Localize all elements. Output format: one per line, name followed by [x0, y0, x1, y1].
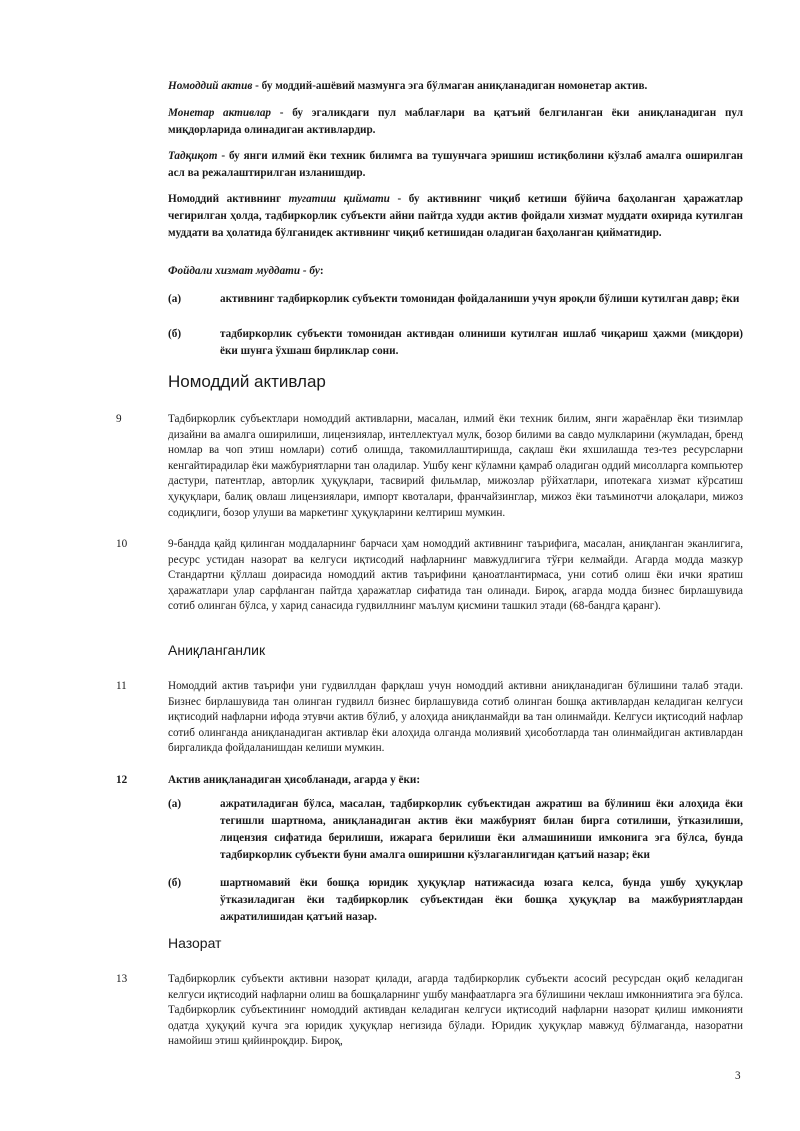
- paragraph-number-13: 13: [116, 973, 128, 985]
- paragraph-number-12: 12: [116, 774, 128, 786]
- paragraph-9: Тадбиркорлик субъектлари номоддий активларни, масалан, илмий ёки техник билим, янги жараёнлар ёки тизимлар дизайни ва амалга оширилиши, лицензиялар, интеллектуал мулк, бозор билими ва савдо мулкларини (жумладан, бренд номлар ва чоп этиш номлари) сотиб олишда, такомиллаштиришда, сақлаш ёки яхшилашда тез-тез ресурсларни кенгайтирадилар ёки мажбуриятларни тан оладилар. Ушбу кенг кўламни қамраб оладиган оддий мисолларга компьютер дастури, патентлар, авторлик ҳуқуқлари, тасвирий фильмлар, мижозлар рўйхатлари, ипотекага хизмат кўрсатиш ҳуқуқлари, балиқ овлаш лицензиялари, импорт квоталари, франчайзинглар, мижоз ёки таъминотчи алоқалари, мижоз содиқлиги, бозор улуши ва маркетинг ҳуқуқларини келтириш мумкин.: [168, 413, 743, 519]
- definition-monetary-assets: Монетар активлар - бу эгаликдаги пул маблағлари ва қатъий белгиланган ёки аниқланадиган пул миқдорларида олинадиган активлардир.: [168, 107, 743, 136]
- paragraph-10: 9-бандда қайд қилинган моддаларнинг барчаси ҳам номоддий активнинг таърифига, масалан, аниқланган эканлигига, ресурс устидан назорат ва келгуси иқтисодий нафларнинг мавжудлигига тўғри келмайди. Агарда модда мазкур Стандартни қўллаш доирасида номоддий актив таърифини қаноатлантирмаса, уни сотиб олиш ёки ички яратиш ҳаражатлари улар сарфланган пайтда ҳаражатлар сифатида тан олинади. Бироқ, агарда модда бизнес бирлашувида сотиб олинган бўлса, у харид санасида гудвиллнинг маълум қисмини ташкил этади (68-бандга қаранг).: [168, 538, 743, 613]
- term-monetary-assets: Монетар активлар: [168, 107, 272, 119]
- definition-useful-life: Фойдали хизмат муддати - бу:: [168, 265, 324, 277]
- paragraph-number-11: 11: [116, 680, 127, 692]
- section-heading-identifiability: Аниқланганлик: [168, 642, 266, 658]
- definition-research: Тадқиқот - бу янги илмий ёки техник билимга ва тушунчага эришиш истиқболини кўзлаб амалга оширилган асл ва режалаштирилган изланишдир.: [168, 150, 743, 179]
- definition-residual-value: Номоддий активнинг тугатиш қиймати - бу активнинг чиқиб кетиши бўйича баҳоланган ҳаражатлар чегирилган ҳолда, тадбиркорлик субъекти айни пайтда худди актив фойдали хизмат муддати охирида кутилган муддати ва ҳолатида бўлганидек активнинг чиқиб кетишидан оладиган баҳоланган қийматидир.: [168, 193, 743, 239]
- section-heading-intangible-assets: Номоддий активлар: [168, 372, 326, 391]
- paragraph-11: Номоддий актив таърифи уни гудвиллдан фарқлаш учун номоддий активни аниқланадиган бўлишини талаб этади. Бизнес бирлашувида тан олинган гудвилл бизнес бирлашувида сотиб олинган бошқа активлардан келадиган келгуси иқтисодий нафларни ифода этувчи актив бўлиб, у алоҳида аниқланмайди ва тан олинмайди. Келгуси иқтисодий нафлар сотиб олинганда аниқланадиган активлар ёки алоҳида олганда молиявий ҳисоботларда тан олинмайдиган активлардан биргаликда фойдаланишдан келиши мумкин.: [168, 680, 743, 755]
- definition-intangible-asset: Номоддий актив - бу моддий-ашёвий мазмунга эга бўлмаган аниқланадиган номонетар актив.: [168, 80, 648, 92]
- section-heading-control: Назорат: [168, 935, 222, 951]
- term-useful-life: Фойдали хизмат муддати - бу: [168, 265, 320, 277]
- paragraph-12: Актив аниқланадиган ҳисобланади, агарда у ёки:: [168, 774, 421, 786]
- paragraph-number-9: 9: [116, 413, 122, 425]
- term-residual-value: тугатиш қиймати: [288, 193, 390, 205]
- paragraph-13: Тадбиркорлик субъекти активни назорат қилади, агарда тадбиркорлик субъекти асосий ресурсдан оқиб келадиган келгуси иқтисодий нафларни олиш ва бошқаларнинг ушбу манфаатларга эга бўлишини чеклаш имконниятига эга бўлса. Тадбиркорлик субъектининг номоддий активдан келадиган келгуси иқтисодий нафларни назорат қилиш имконияти одатда ҳуқуқий кучга эга юридик ҳуқуқлар негизида бўлади. Юридик ҳуқуқлар мавжуд бўлмаганда, назоратни намойиш этиш қийинроқдир. Бироқ,: [168, 973, 743, 1048]
- term-intangible-asset: Номоддий актив: [168, 80, 253, 92]
- term-research: Тадқиқот: [168, 150, 218, 162]
- page-number: 3: [735, 1070, 741, 1082]
- paragraph-number-10: 10: [116, 538, 128, 550]
- document-page: Номоддий актив - бу моддий-ашёвий мазмунга эга бўлмаган аниқланадиган номонетар актив. Монетар активлар - бу эгаликдаги пул маблағлари ва қатъий белгиланган ёки аниқланадиган пул миқдорларида олинадиган активлардир. Тадқиқот - бу янги илмий ёки техник билимга ва тушунчага эришиш истиқболини кўзлаб амалга оширилган асл ва режалаштирилган изланишдир. Номоддий активнинг тугатиш қиймати - бу активнинг чиқиб кетиши бўйича баҳоланган ҳаражатлар чегирилган ҳолда, тадбиркорлик субъекти айни пайтда худди актив фойдали хизмат муддати охирида кутилган муддати ва ҳолатида бўлганидек активнинг чиқиб кетишидан оладиган баҳоланган қийматидир. Фойдали хизмат муддати - бу: (а) активнинг тадбиркорлик субъекти томонидан фойдаланиши учун яроқли бўлиши кутилган давр; ёки (б) тадбиркорлик субъекти томонидан активдан олиниши кутилган ишлаб чиқариш ҳажми (миқдори) ёки шунга ўхшаш бирликлар сони. Номоддий активлар 9 Тадбиркорлик субъектлари номоддий активларни, масалан, илмий ёки техник билим, янги жараёнлар ёки тизимлар дизайни ва амалга оширилиши, лицензиялар, интеллектуал мулк, бозор билими ва савдо мулкларини (жумладан, бренд номлар ва чоп этиш номлари) сотиб олишда, такомиллаштиришда, сақлаш ёки яхшилашда тез-тез ресурсларни кенгайтирадилар ёки мажбуриятларни тан оладилар. Ушбу кенг кўламни қамраб оладиган оддий мисолларга компьютер дастури, патентлар, авторлик ҳуқуқлари, тасвирий фильмлар, мижозлар рўйхатлари, ипотекага хизмат кўрсатиш ҳуқуқлари, балиқ овлаш лицензиялари, импорт квоталари, франчайзинглар, мижоз ёки таъминотчи алоқалари, мижоз содиқлиги, бозор улуши ва маркетинг ҳуқуқларини келтириш мумкин. 10 9-бандда қайд қилинган моддаларнинг барчаси ҳам номоддий активнинг таърифига, масалан, аниқланган эканлигига, ресурс устидан назорат ва келгуси иқтисодий нафларнинг мавжудлигига тўғри келмайди. Агарда модда мазкур Стандартни қўллаш доирасида номоддий актив таърифини қаноатлантирмаса, уни сотиб олиш ёки ички яратиш ҳаражатлари улар сарфланган пайтда ҳаражатлар сифатида тан олинади. Бироқ, агарда модда бизнес бирлашувида сотиб олинган бўлса, у харид санасида гудвиллнинг маълум қисмини ташкил этади (68-бандга қаранг). Аниқланганлик 11 Номоддий актив таърифи уни гудвиллдан фарқлаш учун номоддий активни аниқланадиган бўлишини талаб этади. Бизнес бирлашувида тан олинган гудвилл бизнес бирлашувида сотиб олинган бошқа активлардан келадиган келгуси иқтисодий нафларни ифода этувчи актив бўлиб, у алоҳида аниқланмайди ва тан олинмайди. Келгуси иқтисодий нафлар сотиб олинганда аниқланадиган активлар ёки алоҳида олганда молиявий ҳисоботларда тан олинмайдиган активлардан биргаликда фойдаланишдан келиши мумкин. 12 Актив аниқланадиган ҳисобланади, агарда у ёки: (а) ажратиладиган бўлса, масалан, тадбиркорлик субъектидан ажратиш ва бўлиниш ёки алоҳида ёки тегишли шартнома, аниқланадиган актив ёки мажбурият билан бирга сотилиши, ўтказилиши, лицензия сифатида берилиши, ижарага берилиши ёки алмашиниши имконига эга бўлса, бунда тадбиркорлик субъекти буни амалга оширишни кўзлаганлигидан қатъий назар; ёки (б) шартномавий ёки бошқа юридик ҳуқуқлар натижасида юзага келса, бунда ушбу ҳуқуқлар ўтказиладиган ёки тадбиркорлик субъектидан ёки бошқа ҳуқуқлар ва мажбуриятлардан ажратилишидан қатъий назар. Назорат 13 Тадбиркорлик субъекти активни назорат қилади, агарда тадбиркорлик субъекти асосий ресурсдан оқиб келадиган келгуси иқтисодий нафларни олиш ва бошқаларнинг ушбу манфаатларга эга бўлишини чеклаш имконниятига эга бўлса. Тадбиркорлик субъектининг номоддий активдан келадиган келгуси иқтисодий нафларни назорат қилиш имконияти одатда ҳуқуқий кучга эга юридик ҳуқуқлар негизида бўлади. Юридик ҳуқуқлар мавжуд бўлмаганда, назоратни намойиш этиш қийинроқдир. Бироқ, 3: [116, 80, 743, 1082]
